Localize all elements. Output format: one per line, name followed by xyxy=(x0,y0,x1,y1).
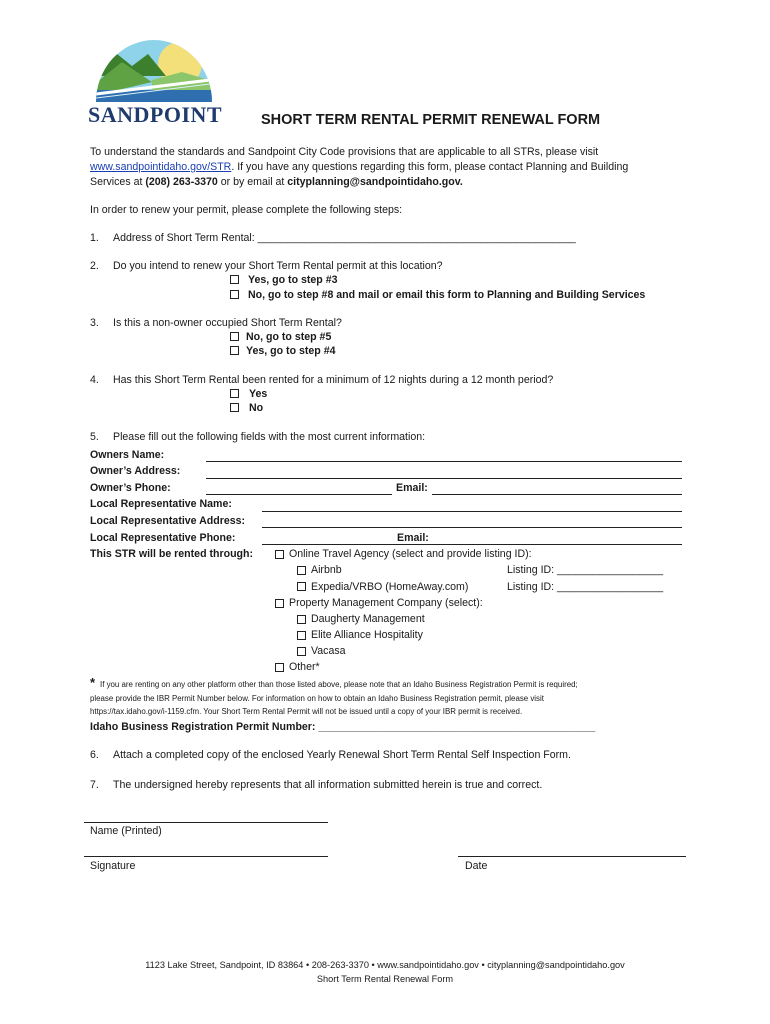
local-rep-phone-label: Local Representative Phone: xyxy=(90,532,236,544)
local-rep-name-line[interactable] xyxy=(262,511,682,512)
form-title: SHORT TERM RENTAL PERMIT RENEWAL FORM xyxy=(261,112,601,128)
other-checkbox[interactable] xyxy=(275,663,284,672)
step-2-no-checkbox[interactable] xyxy=(230,290,239,299)
footer-address: 1123 Lake Street, Sandpoint, ID 83864 • 208-263-3370 • www.sandpointidaho.gov • cityplanning@sandpointidaho.gov xyxy=(145,960,625,970)
step-2-yes-label: Yes, go to step #3 xyxy=(248,274,338,286)
airbnb-checkbox[interactable] xyxy=(297,566,306,575)
step-3-number: 3. xyxy=(90,317,99,329)
ota-label: Online Travel Agency (select and provide listing ID): xyxy=(289,548,532,560)
step-5-number: 5. xyxy=(90,431,99,443)
step-4-no-checkbox[interactable] xyxy=(230,403,239,412)
contact-email: cityplanning@sandpointidaho.gov. xyxy=(287,176,463,188)
ibr-permit-number[interactable]: Idaho Business Registration Permit Number: _______________________________________________ xyxy=(90,721,596,733)
intro-line-3-mid: or by email at xyxy=(217,176,288,188)
daugherty-checkbox[interactable] xyxy=(297,615,306,624)
local-rep-name-label: Local Representative Name: xyxy=(90,498,232,510)
local-rep-phone-line[interactable] xyxy=(262,544,682,545)
owners-address-label: Owner’s Address: xyxy=(90,465,181,477)
owners-name-label: Owners Name: xyxy=(90,449,165,461)
contact-phone: (208) 263-3370 xyxy=(145,176,218,188)
owners-address-line[interactable] xyxy=(206,478,682,479)
step-2-text: Do you intend to renew your Short Term Rental permit at this location? xyxy=(113,260,443,272)
step-4-yes-checkbox[interactable] xyxy=(230,389,239,398)
rented-through-label: This STR will be rented through: xyxy=(90,548,254,560)
step-2-yes-checkbox[interactable] xyxy=(230,275,239,284)
note-line-1: If you are renting on any other platform other than those listed above, please note that an Idaho Business Registration Permit is required; xyxy=(100,680,578,689)
note-asterisk: * xyxy=(90,675,96,690)
pmc-checkbox[interactable] xyxy=(275,599,284,608)
owners-email-line[interactable] xyxy=(432,494,682,495)
steps-intro: In order to renew your permit, please complete the following steps: xyxy=(90,204,403,216)
step-4-number: 4. xyxy=(90,374,99,386)
step-7-text: The undersigned hereby represents that all information submitted herein is true and correct. xyxy=(113,779,543,791)
step-4-no-label: No xyxy=(249,402,264,414)
step-3-yes-label: Yes, go to step #4 xyxy=(246,345,336,357)
name-printed-label: Name (Printed) xyxy=(90,825,162,837)
airbnb-label: Airbnb xyxy=(311,564,342,576)
sandpoint-logo-graphic xyxy=(92,36,216,104)
intro-line-3-pre: Services at xyxy=(90,176,146,188)
step-7-number: 7. xyxy=(90,779,99,791)
step-6-text: Attach a completed copy of the enclosed Yearly Renewal Short Term Rental Self Inspection Form. xyxy=(113,749,571,761)
vrbo-listing-id[interactable]: Listing ID: __________________ xyxy=(507,581,664,593)
intro-line-2 xyxy=(90,161,628,174)
step-3-text: Is this a non-owner occupied Short Term Rental? xyxy=(113,317,342,329)
signature-label: Signature xyxy=(90,860,136,872)
step-2-number: 2. xyxy=(90,260,99,272)
pmc-label: Property Management Company (select): xyxy=(289,597,483,609)
owners-email-label: Email: xyxy=(396,482,428,494)
step-1-number: 1. xyxy=(90,232,99,244)
step-3-no-label: No, go to step #5 xyxy=(246,331,332,343)
vrbo-label: Expedia/VRBO (HomeAway.com) xyxy=(311,581,469,593)
airbnb-listing-id[interactable]: Listing ID: __________________ xyxy=(507,564,664,576)
step-5-text: Please fill out the following fields with the most current information: xyxy=(113,431,426,443)
owners-name-line[interactable] xyxy=(206,461,682,462)
step-2-no-label: No, go to step #8 and mail or email this form to Planning and Building Services xyxy=(248,289,646,301)
elite-label: Elite Alliance Hospitality xyxy=(311,629,423,641)
date-label: Date xyxy=(465,860,488,872)
vacasa-label: Vacasa xyxy=(311,645,346,657)
name-printed-line[interactable] xyxy=(84,822,328,823)
step-6-number: 6. xyxy=(90,749,99,761)
ota-checkbox[interactable] xyxy=(275,550,284,559)
local-rep-address-line[interactable] xyxy=(262,527,682,528)
owners-phone-label: Owner’s Phone: xyxy=(90,482,171,494)
daugherty-label: Daugherty Management xyxy=(311,613,425,625)
intro-line-2-rest: . If you have any questions regarding this form, please contact Planning and Building xyxy=(231,161,629,173)
step-4-yes-label: Yes xyxy=(249,388,268,400)
city-logo xyxy=(88,36,223,128)
step-3-no-checkbox[interactable] xyxy=(230,332,239,341)
owners-phone-line[interactable] xyxy=(206,494,392,495)
vrbo-checkbox[interactable] xyxy=(297,582,306,591)
date-line[interactable] xyxy=(458,856,686,857)
step-4-text: Has this Short Term Rental been rented for a minimum of 12 nights during a 12 month period? xyxy=(113,374,554,386)
other-label: Other* xyxy=(289,661,320,673)
local-rep-email-label: Email: xyxy=(397,532,429,544)
step-1-text[interactable]: Address of Short Term Rental: ______________________________________________________ xyxy=(113,232,576,244)
elite-checkbox[interactable] xyxy=(297,631,306,640)
vacasa-checkbox[interactable] xyxy=(297,647,306,656)
step-3-yes-checkbox[interactable] xyxy=(230,346,239,355)
intro-line-3 xyxy=(90,176,463,189)
footer-form-name: Short Term Rental Renewal Form xyxy=(316,974,454,984)
note-line-2: please provide the IBR Permit Number below. For information on how to obtain an Idaho Business Registration permit, please visit xyxy=(90,694,544,703)
local-rep-address-label: Local Representative Address: xyxy=(90,515,246,527)
note-line-3: https://tax.idaho.gov/i-1159.cfm. Your Short Term Rental Permit will not be issued until a copy of your IBR permit is received. xyxy=(90,707,523,716)
signature-line[interactable] xyxy=(84,856,328,857)
intro-line-1: To understand the standards and Sandpoint City Code provisions that are applicable to all STRs, please visit xyxy=(90,146,599,158)
logo-text: SANDPOINT xyxy=(88,102,223,127)
str-link[interactable]: www.sandpointidaho.gov/STR xyxy=(90,161,232,173)
